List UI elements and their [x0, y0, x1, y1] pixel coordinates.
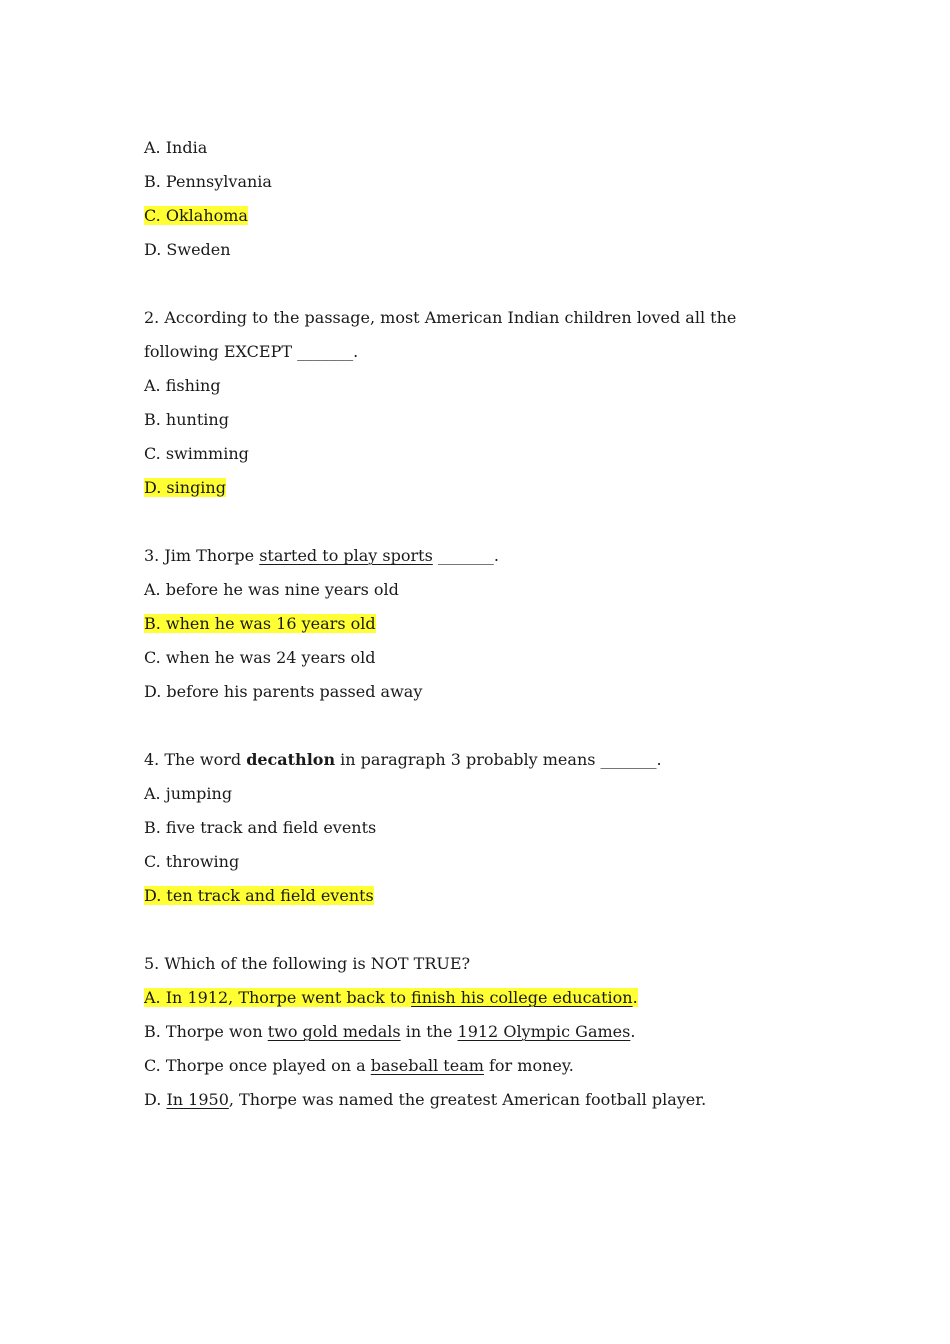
q1-option-b: B. Pennsylvania [144, 172, 272, 191]
q2-option-a: A. fishing [144, 376, 221, 395]
q3-underlined-phrase: started to play sports [259, 546, 433, 565]
q2-option-c: C. swimming [144, 444, 249, 463]
q4-bold-word: decathlon [246, 750, 336, 769]
q5-stem: 5. Which of the following is NOT TRUE? [144, 954, 471, 973]
q4-option-d [144, 884, 844, 918]
q3-stem: 3. Jim Thorpe started to play sports _______. [144, 546, 499, 565]
q4-option-a: A. jumping [144, 784, 233, 803]
q2-stem-line2: following EXCEPT _______. [144, 342, 359, 361]
q2-option-d [144, 476, 844, 510]
answer-highlight: A. In 1912, Thorpe went back to finish his college education. [144, 988, 638, 1007]
q4-stem: 4. The word decathlon in paragraph 3 probably means _______. [144, 750, 662, 769]
q4-option-c: C. throwing [144, 852, 240, 871]
q1-option-c [144, 204, 844, 238]
q3-option-d: D. before his parents passed away [144, 682, 423, 701]
q5-option-b: B. Thorpe won two gold medals in the 1912 Olympic Games. [144, 1022, 636, 1041]
q5-a-underlined: finish his college education [411, 988, 633, 1007]
q1-option-a: A. India [144, 138, 208, 157]
q5-b-underlined-2: 1912 Olympic Games [457, 1022, 631, 1041]
answer-highlight: D. singing [144, 478, 226, 497]
q3-option-b [144, 612, 844, 646]
q5-c-underlined: baseball team [370, 1056, 484, 1075]
q3-option-c: C. when he was 24 years old [144, 648, 376, 667]
answer-highlight: B. when he was 16 years old [144, 614, 376, 633]
q5-option-c: C. Thorpe once played on a baseball team for money. [144, 1056, 574, 1075]
q5-b-underlined-1: two gold medals [267, 1022, 401, 1041]
q1-option-d: D. Sweden [144, 240, 231, 259]
q5-option-d: D. In 1950, Thorpe was named the greatest American football player. [144, 1090, 707, 1109]
q3-option-a: A. before he was nine years old [144, 580, 399, 599]
quiz-document [144, 136, 844, 1122]
q2-stem-line1: 2. According to the passage, most American Indian children loved all the [144, 308, 737, 327]
answer-highlight: D. ten track and field events [144, 886, 374, 905]
q2-option-b: B. hunting [144, 410, 229, 429]
q4-option-b: B. five track and field events [144, 818, 377, 837]
q5-d-underlined: In 1950 [166, 1090, 229, 1109]
q5-option-a [144, 986, 844, 1020]
answer-highlight: C. Oklahoma [144, 206, 248, 225]
